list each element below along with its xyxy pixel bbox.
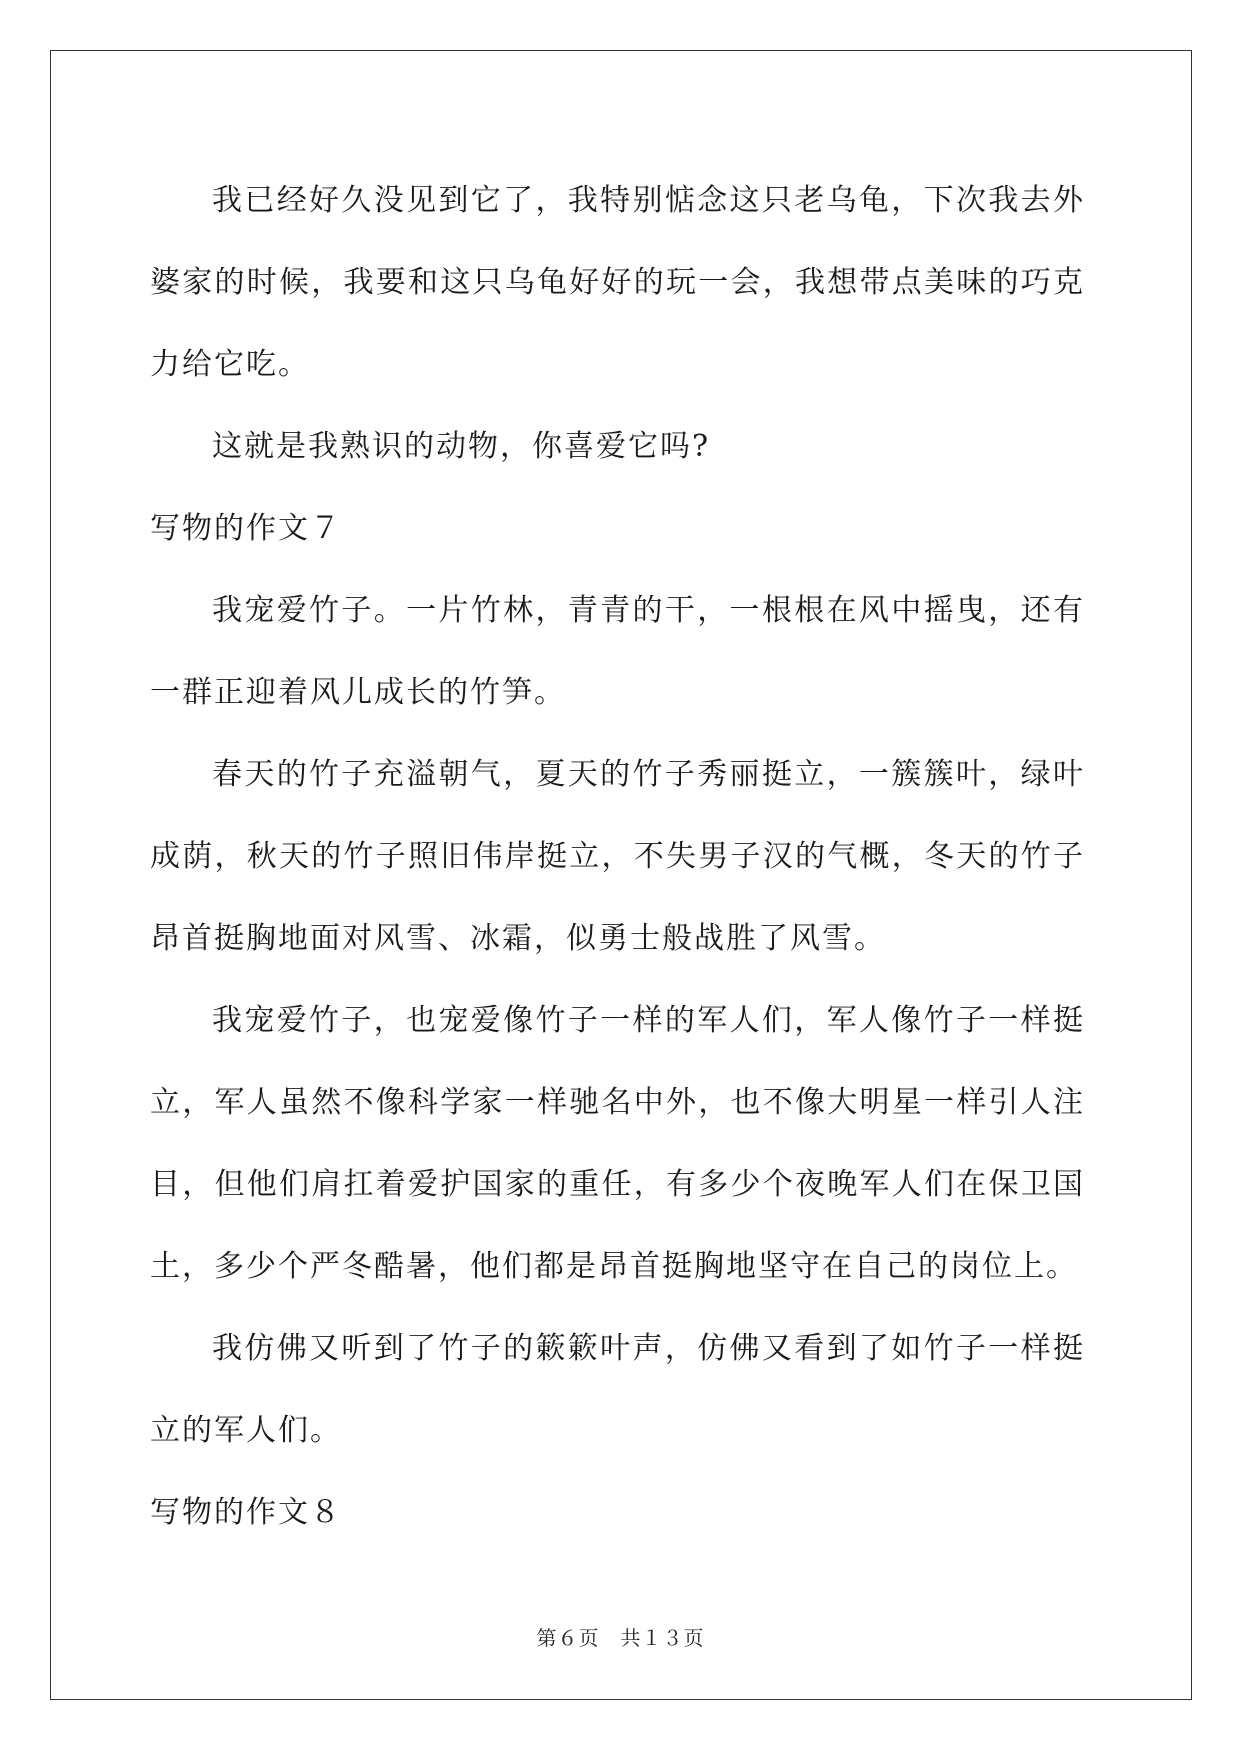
page-footer: 第６页 共１３页 bbox=[536, 1626, 705, 1650]
paragraph: 我仿佛又听到了竹子的簌簌叶声，仿佛又看到了如竹子一样挺立的军人们。 bbox=[150, 1331, 1085, 1448]
section-heading: 写物的作文７ bbox=[150, 511, 342, 546]
paragraph: 我宠爱竹子。一片竹林，青青的干，一根根在风中摇曳，还有一群正迎着风儿成长的竹笋。 bbox=[150, 593, 1085, 710]
section-heading: 写物的作文８ bbox=[150, 1495, 342, 1530]
paragraph: 这就是我熟识的动物，你喜爱它吗? bbox=[212, 429, 711, 464]
document-body bbox=[150, 160, 1085, 1554]
paragraph: 春天的竹子充溢朝气，夏天的竹子秀丽挺立，一簇簇叶，绿叶成荫，秋天的竹子照旧伟岸挺立，不失男子汉的气概，冬天的竹子昂首挺胸地面对风雪、冰霜，似勇士般战胜了风雪。 bbox=[150, 757, 1085, 956]
paragraph: 我已经好久没见到它了，我特别惦念这只老乌龟，下次我去外婆家的时候，我要和这只乌龟好好的玩一会，我想带点美味的巧克力给它吃。 bbox=[150, 183, 1085, 382]
paragraph: 我宠爱竹子，也宠爱像竹子一样的军人们，军人像竹子一样挺立，军人虽然不像科学家一样驰名中外，也不像大明星一样引人注目，但他们肩扛着爱护国家的重任，有多少个夜晚军人们在保卫国土，多少个严冬酷暑，他们都是昂首挺胸地坚守在自己的岗位上。 bbox=[150, 1003, 1085, 1284]
